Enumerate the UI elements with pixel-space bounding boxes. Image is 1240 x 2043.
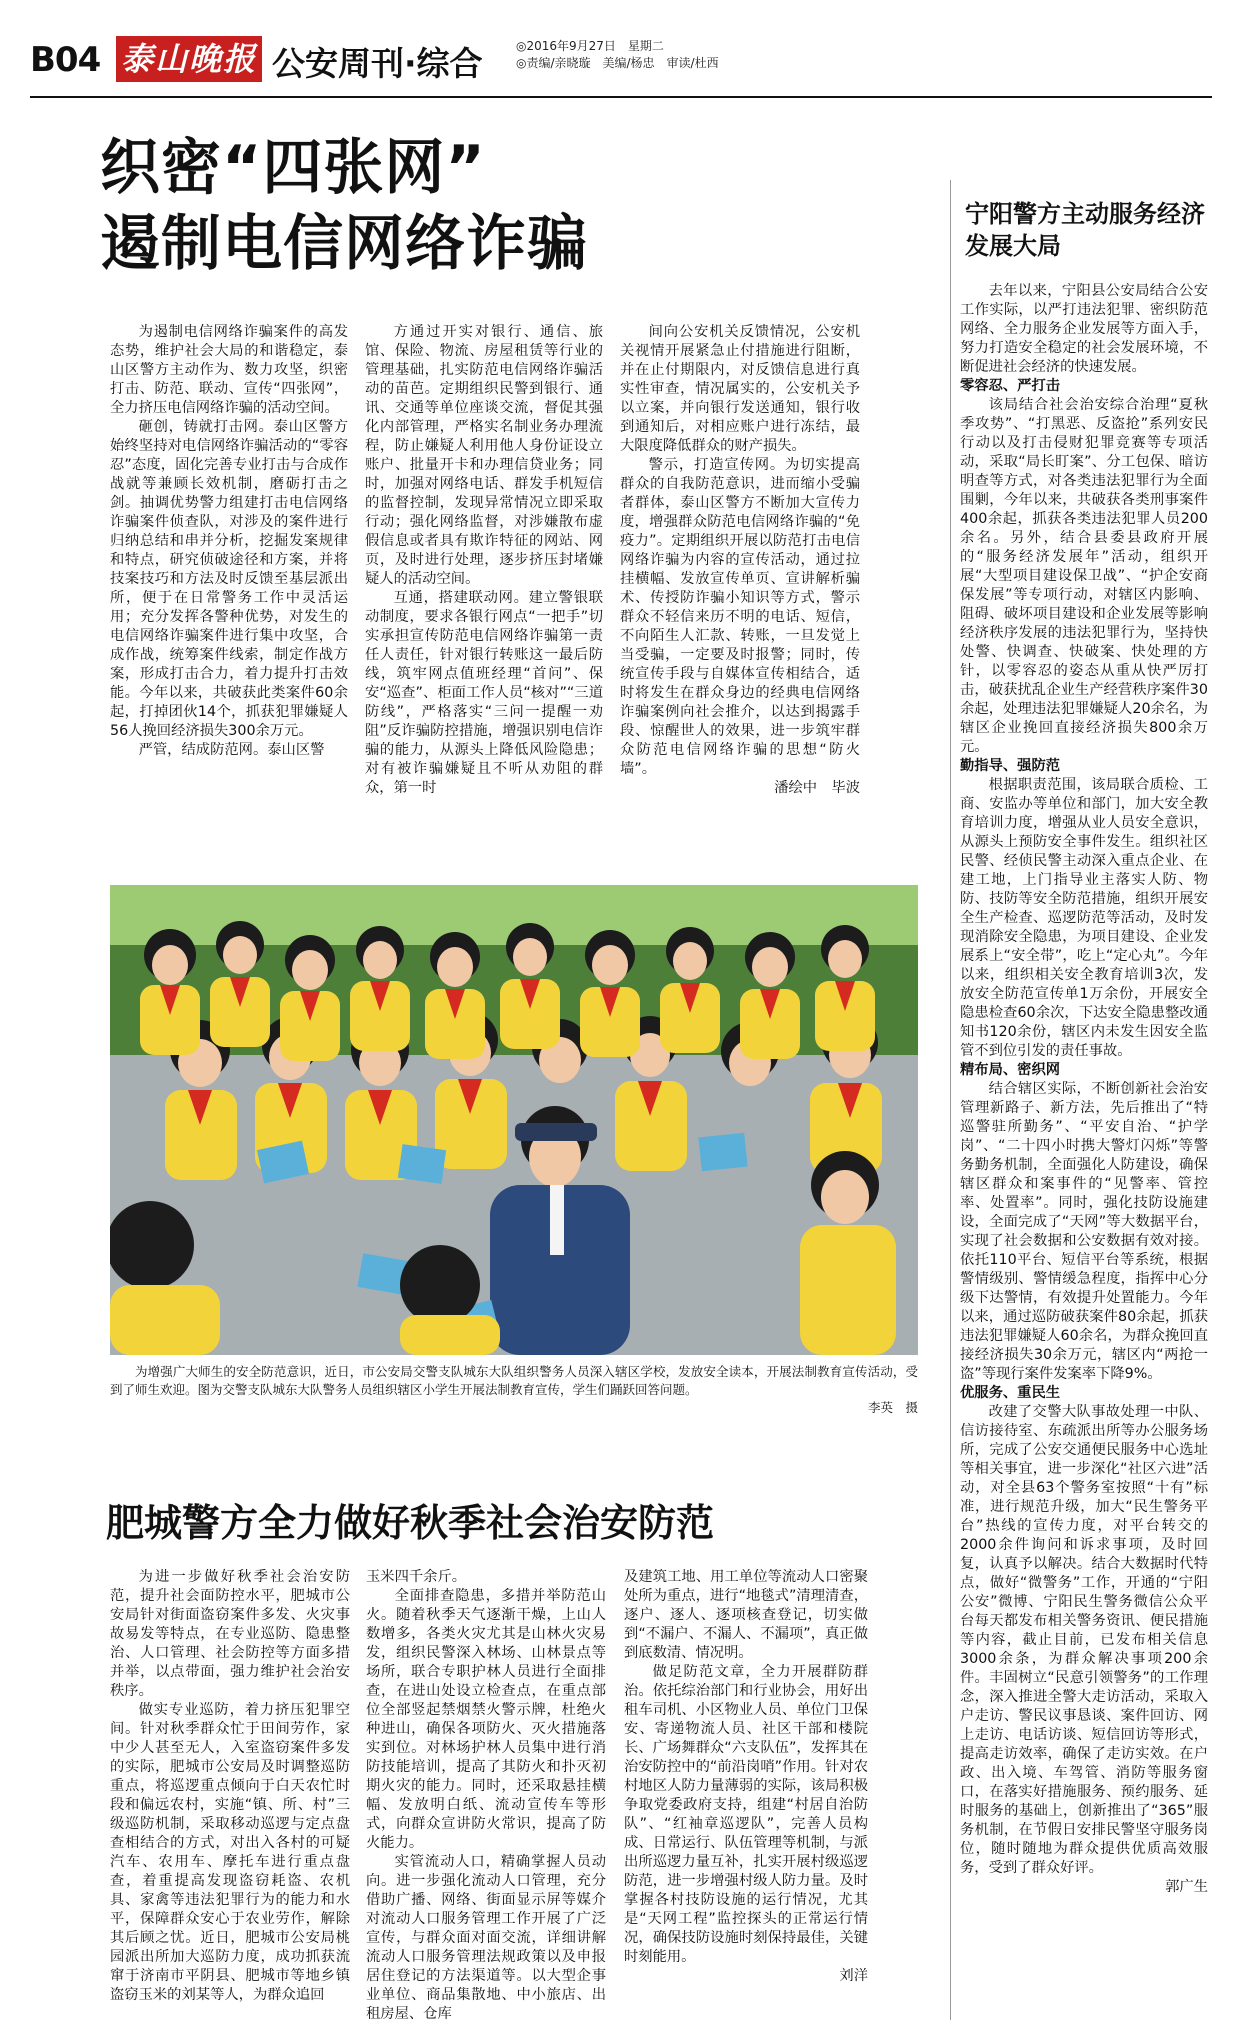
page-number: B04 bbox=[30, 40, 101, 80]
article3-subheading: 零容忍、严打击 bbox=[960, 378, 1061, 394]
edition-meta bbox=[516, 38, 719, 72]
paragraph: 实管流动人口，精确掌握人员动向。进一步强化流动人口管理，充分借助广播、网络、街面显示屏等媒介对流动人口服务管理工作开展了广泛宣传，与群众面对面交流，详细讲解流动人口服务管理法规政策以及申报居住登记的方法渠道等。以大型企事业单位、商品集散地、中小旅店、出租房屋、仓库 bbox=[366, 1854, 606, 2022]
article3-subheading: 优服务、重民生 bbox=[960, 1385, 1061, 1401]
paragraph: 做足防范文章，全力开展群防群治。依托综治部门和行业协会，用好出租车司机、小区物业人员、单位门卫保安、寄递物流人员、社区干部和楼院长、广场舞群众“六支队伍”，发挥其在治安防控中的“前沿岗哨”作用。针对农村地区人防力量薄弱的实际，该局积极争取党委政府支持，组建“村居自治防队”、“红袖章巡逻队”，完善人员构成、日常运行、队伍管理等机制，与派出所巡逻力量互补，扎实开展村级巡逻防范，进一步增强村级人防力量。及时掌握各村技防设施的运行情况，尤其是“天网工程”监控探头的正常运行情况，确保技防设施时刻保持最佳，关键时刻能用。 bbox=[624, 1664, 868, 1965]
paragraph: 改建了交警大队事故处理一中队、信访接待室、东疏派出所等办公服务场所，完成了公安交通便民服务中心选址等相关事宜，进一步深化“社区六进”活动，对全县63个警务室按照“十有”标准，进行规范升级，加大“民生警务平台”热线的宣传力度，对平台转交的2000余件询问和诉求事项，及时回复，认真予以解决。结合大数据时代特点，做好“微警务”工作，开通的“宁阳公安”微博、宁阳民生警务微信公众平台每天都发布相关警务资讯、便民措施等内容，截止目前，已发布相关信息3000余条，为群众解决事项200余件。丰固树立“民意引领警务”的工作理念，深入推进全警大走访活动，采取入户走访、警民议事恳谈、案件回访、网上走访、电话访谈、短信回访等形式，提高走访效率，确保了走访实效。在户政、出入境、车驾管、消防等服务窗口，在落实好措施服务、预约服务、延时服务的基础上，创新推出了“365”服务机制，在节假日安排民警坚守服务岗位，随时随地为群众提供优质高效服务，受到了群众好评。 bbox=[960, 1404, 1208, 1876]
edition-date: ◎2016年9月27日 星期二 bbox=[516, 39, 664, 53]
edition-editors: ◎责编/亲晓璇 美编/杨忠 审读/杜西 bbox=[516, 56, 719, 70]
article3-subheading: 精布局、密织网 bbox=[960, 1062, 1061, 1078]
photo-illustration bbox=[110, 885, 918, 1355]
article3-headline[interactable]: 宁阳警方主动服务经济发展大局 bbox=[965, 200, 1205, 260]
article2-byline: 刘洋 bbox=[839, 1968, 868, 1984]
paragraph: 间向公安机关反馈情况，公安机关视情开展紧急止付措施进行阻断，并在止付期限内，对反馈信息进行真实性审查，情况属实的，公安机关予以立案，并向银行发送通知，银行收到通知后，对相应账户进行冻结，最大限度降低群众的财产损失。 bbox=[620, 324, 860, 454]
article3-byline: 郭广生 bbox=[1165, 1879, 1208, 1895]
header-rule bbox=[30, 96, 1212, 98]
article1-title-line2: 遏制电信网络诈骗 bbox=[100, 209, 588, 279]
paragraph: 为进一步做好秋季社会治安防范，提升社会面防控水平，肥城市公安局针对街面盗窃案件多发、火灾事故易发等特点，在专业巡防、隐患整治、人口管理、社会防控等方面多措并举，以点带面，强力维护社会治安秩序。 bbox=[110, 1569, 350, 1699]
article1-column-1 bbox=[110, 323, 348, 760]
paragraph: 玉米四千余斤。 bbox=[366, 1569, 467, 1585]
paragraph: 全面排查隐患，多措并举防范山火。随着秋季天气逐渐干燥，上山人数增多，各类火灾尤其是山林火灾易发，组织民警深入林场、山林景点等场所，联合专职护林人员进行全面排查，在进山处设立检查点，在重点部位全部竖起禁烟禁火警示牌，杜绝火种进山，确保各项防火、灭火措施落实到位。对林场护林人员集中进行消防技能培训，提高了其防火和扑灭初期火灾的能力。同时，还采取悬挂横幅、发放明白纸、流动宣传车等形式，向群众宣讲防火常识，提高了防火能力。 bbox=[366, 1588, 606, 1851]
paragraph: 砸创，铸就打击网。泰山区警方始终坚持对电信网络诈骗活动的“零容忍”态度，固化完善专业打击与合成作战就等兼顾长效机制，磨砺打击之剑。抽调优势警力组建打击电信网络诈骗案件侦查队，对涉及的案件进行归纳总结和串并分析，挖掘发案规律和特点，研究侦破途径和方案，并将技案技巧和方法及时反馈至基层派出所，便于在日常警务工作中灵活运用；充分发挥各警种优势，对发生的电信网络诈骗案件进行集中攻坚，合成作战，统筹案件线索，制定作战方案，形成打击合力，着力提升打击效能。今年以来，共破获此类案件60余起，打掉团伙14个，抓获犯罪嫌疑人56人挽回经济损失300余万元。 bbox=[110, 419, 348, 739]
section-title: 公安周刊·综合 bbox=[272, 44, 483, 83]
article1-byline: 潘绘中 毕波 bbox=[774, 780, 860, 796]
article2-headline[interactable]: 肥城警方全力做好秋季社会治安防范 bbox=[106, 1501, 715, 1545]
article2-column-3 bbox=[624, 1568, 868, 1986]
paragraph: 警示，打造宣传网。为切实提高群众的自我防范意识，进而缩小受骗者群体，泰山区警方不断加大宣传力度，增强群众防范电信网络诈骗的“免疫力”。定期组织开展以防范打击电信网络诈骗为内容的宣传活动，通过拉挂横幅、发放宣传单页、宣讲解析骗术、传授防诈骗小知识等方式，警示群众不轻信来历不明的电话、短信，不向陌生人汇款、转账，一旦发觉上当受骗，一定要及时报警；同时，传统宣传手段与自媒体宣传相结合，适时将发生在群众身边的经典电信网络诈骗案例向社会推介，以达到揭露手段、惊醒世人的效果，进一步筑牢群众防范电信网络诈骗的思想“防火墙”。 bbox=[620, 457, 860, 777]
paragraph: 做实专业巡防，着力挤压犯罪空间。针对秋季群众忙于田间劳作，家中少人甚至无人，入室盗窃案件多发的实际，肥城市公安局及时调整巡防重点，将巡逻重点倾向于白天农忙时段和偏远农村，实施“镇、所、村”三级巡防机制，采取移动巡逻与定点盘查相结合的方式，对出入各村的可疑汽车、农用车、摩托车进行重点盘查，着重提高发现盗窃耗盗、农机具、家禽等违法犯罪行为的能力和水平，保障群众安心于农业劳作，解除其后顾之忧。近日，肥城市公安局桃园派出所加大巡防力度，成功抓获流窜于济南市平阴县、肥城市等地乡镇盗窃玉米的刘某等人，为群众追回 bbox=[110, 1702, 350, 2003]
article3-body bbox=[960, 282, 1208, 1897]
photo-byline: 李英 摄 bbox=[867, 1400, 918, 1415]
news-photo[interactable] bbox=[110, 885, 918, 1355]
paragraph: 结合辖区实际，不断创新社会治安管理新路子、新方法，先后推出了“特巡警驻所勤务”、“平安自治、“护学岗”、“二十四小时携大警灯闪烁”等警务勤务机制，全面强化人防建设，确保辖区群众和案事件的“见警率、管控率、处置率”。同时，强化技防设施建设，全面完成了“天网”等大数据平台，实现了社会数据和公安数据有效对接。依托110平台、短信平台等系统，根据警情级别、警情缓急程度，指挥中心分级下达警情，有效提升处置能力。今年以来，通过巡防破获案件80余起，抓获违法犯罪嫌疑人60余名，为群众挽回直接经济损失30余万元，辖区内“两抢一盗”等现行案件发案率下降9%。 bbox=[960, 1081, 1208, 1382]
paragraph: 互通，搭建联动网。建立警银联动制度，要求各银行网点“一把手”切实承担宣传防范电信网络诈骗第一责任人责任，针对银行转账这一最后防线，筑牢网点值班经理“首问”、保安“巡查”、柜面工作人员“核对”“三道防线”，严格落实“三问一提醒一劝阻”反诈骗防控措施，增强识别电信诈骗的能力，从源头上降低风险隐患；对有被诈骗嫌疑且不听从劝阻的群众，第一时 bbox=[365, 590, 603, 796]
paragraph: 根据职责范围，该局联合质检、工商、安监办等单位和部门，加大安全教育培训力度，增强从业人员安全意识，从源头上预防安全事件发生。组织社区民警、经侦民警主动深入重点企业、在建工地，上门指导业主落实人防、物防、技防等安全防范措施，组织开展安全生产检查、巡逻防范等活动，及时发现消除安全隐患，为项目建设、企业发展系上“安全带”，吃上“定心丸”。今年以来，组织相关安全教育培训3次，发放安全防范宣传单1万余份，开展安全隐患检查60余次，下达安全隐患整改通知书120余份，辖区内未发生因安全监管不到位引发的责任事故。 bbox=[960, 777, 1208, 1059]
photo-caption-text: 为增强广大师生的安全防范意识，近日，市公安局交警支队城东大队组织警务人员深入辖区学校，发放安全读本，开展法制教育宣传活动，受到了师生欢迎。图为交警支队城东大队警务人员组织辖区小学生开展法制教育宣传，学生们踊跃回答问题。 bbox=[110, 1364, 918, 1397]
paragraph: 为遏制电信网络诈骗案件的高发态势，维护社会大局的和谐稳定，泰山区警方主动作为、数力攻坚，织密打击、防范、联动、宣传“四张网”，全力挤压电信网络诈骗的活动空间。 bbox=[110, 324, 348, 416]
column-divider bbox=[950, 180, 951, 2020]
article2-column-1 bbox=[110, 1568, 350, 2005]
article1-headline[interactable] bbox=[100, 130, 588, 282]
paragraph: 方通过开实对银行、通信、旅馆、保险、物流、房屋租赁等行业的管理基础，扎实防范电信网络诈骗活动的苗芭。定期组织民警到银行、通讯、交通等单位座谈交流，督促其强化内部管理，严格实名制业务办理流程，防止嫌疑人利用他人身份证设立账户、批量开卡和办理信贷业务；同时，加强对网络电话、群发手机短信的监督控制，发现异常情况立即采取行动；强化网络监督，对涉嫌散布虚假信息或者具有欺诈特征的网站、网页，及时进行处理，逐步挤压封堵嫌疑人的活动空间。 bbox=[365, 324, 603, 587]
article2-column-2 bbox=[366, 1568, 606, 2024]
newspaper-logo: 泰山晚报 bbox=[116, 36, 262, 82]
photo-caption bbox=[110, 1363, 918, 1417]
paragraph: 去年以来，宁阳县公安局结合公安工作实际，以严打违法犯罪、密织防范网络、全力服务企业发展等方面入手，努力打造安全稳定的社会发展环境，不断促进社会经济的快速发展。 bbox=[960, 283, 1208, 375]
paragraph: 及建筑工地、用工单位等流动人口密聚处所为重点，进行“地毯式”清理清查，逐户、逐人、逐项核查登记，切实做到“不漏户、不漏人、不漏项”，真正做到底数清、情况明。 bbox=[624, 1569, 868, 1661]
article1-column-3 bbox=[620, 323, 860, 798]
article1-column-2 bbox=[365, 323, 603, 798]
article3-subheading: 勤指导、强防范 bbox=[960, 758, 1061, 774]
paragraph: 严管，结成防范网。泰山区警 bbox=[138, 742, 325, 758]
paragraph: 该局结合社会治安综合治理“夏秋季攻势”、“打黑恶、反盗抢”系列安民行动以及打击侵财犯罪竞赛等专项活动，采取“局长盯案”、分工包保、暗访明查等方式，对各类违法犯罪行为全面围剿，今年以来，共破获各类刑事案件400余起，抓获各类违法犯罪人员200余名。另外，结合县委县政府开展的“服务经济发展年”活动，组织开展“大型项目建设保卫战”、“护企安商保发展”等专项行动，对辖区内影响、阻碍、破坏项目建设和企业发展等影响经济秩序发展的违法犯罪行为，坚持快处警、快调查、快破案、快处理的方针，以零容忍的姿态从重从快严厉打击，破获扰乱企业生产经营秩序案件30余起，处理违法犯罪嫌疑人20余名，为辖区企业挽回直接经济损失800余万元。 bbox=[960, 397, 1208, 755]
article1-title-line1: 织密“四张网” bbox=[100, 133, 486, 203]
